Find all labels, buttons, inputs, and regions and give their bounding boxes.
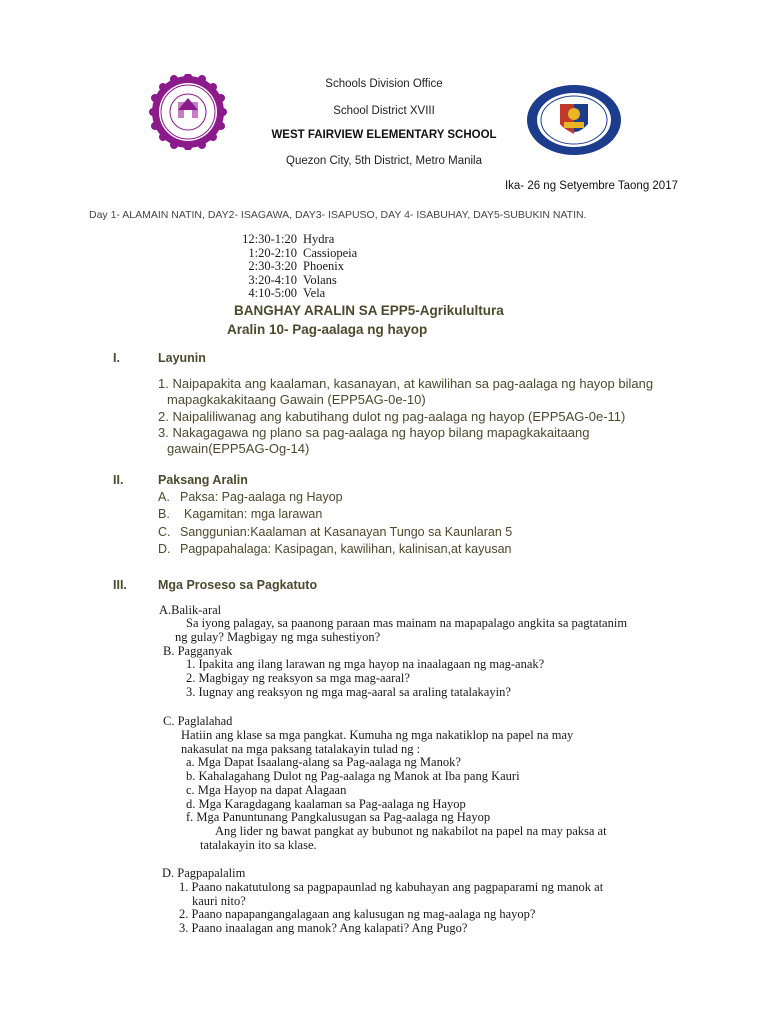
presentation-topic: f. Mga Panuntunang Pangkalusugan sa Pag-aalaga ng Hayop xyxy=(186,810,491,824)
section-heading: Mga Proseso sa Pagkatuto xyxy=(158,578,318,592)
section-number: III. xyxy=(113,578,127,592)
section-number: II. xyxy=(113,473,124,487)
section-heading: Paksang Aralin xyxy=(158,473,248,487)
section-heading: Layunin xyxy=(158,351,206,365)
school-address: Quezon City, 5th District, Metro Manila xyxy=(286,155,482,167)
lesson-date: Ika- 26 ng Setyembre Taong 2017 xyxy=(504,180,678,192)
presentation-text: Hatiin ang klase sa mga pangkat. Kumuha ng mga nakatiklop na papel na may xyxy=(181,728,574,742)
motivation-item: 1. Ipakita ang ilang larawan ng mga hayop na inaalagaan ng mag-anak? xyxy=(186,657,545,671)
subsection-heading: A.Balik-aral xyxy=(159,603,222,617)
deepening-item: 1. Paano nakatutulong sa pagpapaunlad ng kabuhayan ang pagpaparami ng manok at xyxy=(179,880,604,894)
subsection-heading: B. Pagganyak xyxy=(163,644,233,658)
section-number: I. xyxy=(113,351,120,365)
deepening-item: 2. Paano napapangangalagaan ang kalusugan ng mag-aalaga ng hayop? xyxy=(179,907,536,921)
days-line: Day 1- ALAMAIN NATIN, DAY2- ISAGAWA, DAY3- ISAPUSO, DAY 4- ISABUHAY, DAY5-SUBUKIN NATIN. xyxy=(89,209,587,221)
motivation-item: 3. Iugnay ang reaksyon ng mga mag-aaral sa araling tatalakayin? xyxy=(186,685,511,699)
objective-item: 3. Nakagagawa ng plano sa pag-aalaga ng hayop bilang mapagkakaitaang xyxy=(158,425,590,440)
schedule-row: 4:10-5:00 Vela xyxy=(248,286,326,300)
presentation-topic: a. Mga Dapat Isaalang-alang sa Pag-aalaga ng Manok? xyxy=(186,755,461,769)
presentation-topic: c. Mga Hayop na dapat Alagaan xyxy=(186,783,347,797)
presentation-topic: d. Mga Karagdagang kaalaman sa Pag-aalaga ng Hayop xyxy=(186,797,466,811)
school-name: WEST FAIRVIEW ELEMENTARY SCHOOL xyxy=(271,129,497,141)
lesson-subtitle: Aralin 10- Pag-aalaga ng hayop xyxy=(227,322,428,337)
topic-item: C. Sanggunian:Kaalaman at Kasanayan Tungo sa Kaunlaran 5 xyxy=(158,525,513,539)
presentation-topic: b. Kahalagahang Dulot ng Pag-aalaga ng Manok at Iba pang Kauri xyxy=(186,769,520,783)
presentation-note-cont: tatalakayin ito sa klase. xyxy=(200,838,317,852)
objective-item: 1. Naipapakita ang kaalaman, kasanayan, at kawilihan sa pag-aalaga ng hayop bilang xyxy=(158,376,654,391)
deped-seal-icon xyxy=(526,84,622,156)
lesson-plan-title: BANGHAY ARALIN SA EPP5-Agrikulultura xyxy=(234,303,504,318)
subsection-heading: D. Pagpapalalim xyxy=(162,866,246,880)
schedule-row: 3:20-4:10 Volans xyxy=(248,272,337,287)
topic-item: A. Paksa: Pag-aalaga ng Hayop xyxy=(158,490,343,504)
presentation-note: Ang lider ng bawat pangkat ay bubunot ng nakabilot na papel na may paksa at xyxy=(215,824,607,838)
topic-item: D. Pagpapahalaga: Kasipagan, kawilihan, kalinisan,at kayusan xyxy=(158,542,512,556)
schedule-row: 1:20-2:10 Cassiopeia xyxy=(248,245,358,260)
objective-item-cont: mapagkakakitaang Gawain (EPP5AG-0e-10) xyxy=(167,392,426,407)
review-text: Sa iyong palagay, sa paanong paraan mas mainam na mapapalago angkita sa pagtatanim xyxy=(186,616,628,630)
motivation-item: 2. Magbigay ng reaksyon sa mga mag-aaral? xyxy=(186,671,410,685)
office-name: Schools Division Office xyxy=(325,78,443,90)
schedule-row: 12:30-1:20 Hydra xyxy=(242,232,335,246)
district-name: School District XVIII xyxy=(333,105,435,117)
schedule-row: 2:30-3:20 Phoenix xyxy=(248,259,344,273)
deepening-item: 3. Paano inaalagan ang manok? Ang kalapati? Ang Pugo? xyxy=(179,921,468,935)
presentation-text-cont: nakasulat na mga paksang tatalakayin tulad ng : xyxy=(181,742,421,756)
class-schedule xyxy=(230,233,357,301)
objective-item: 2. Naipaliliwanag ang kabutihang dulot ng pag-aalaga ng hayop (EPP5AG-0e-11) xyxy=(158,409,626,424)
deepening-item-cont: kauri nito? xyxy=(192,894,246,908)
topic-item: B. Kagamitan: mga larawan xyxy=(158,507,323,521)
subsection-heading: C. Paglalahad xyxy=(163,714,233,728)
review-text-cont: ng gulay? Magbigay ng mga suhestiyon? xyxy=(175,630,381,644)
objective-item-cont: gawain(EPP5AG-Og-14) xyxy=(167,441,310,456)
